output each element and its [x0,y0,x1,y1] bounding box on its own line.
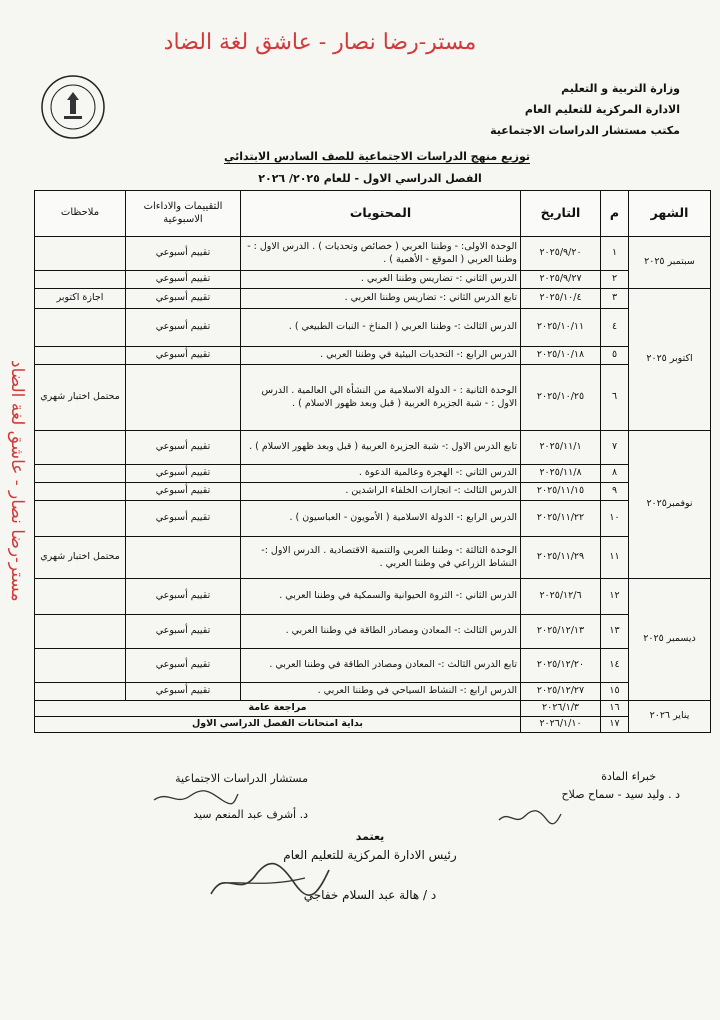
row-content: الوحدة الثانية : - الدولة الاسلامية من النشأة الي العالمية . الدرس الاول : - شبة الجزيرة العربية ( قبل وبعد ظهور الاسلام ) . [241,365,521,431]
row-num: ٣ [601,289,629,309]
row-assessment: تقييم أسبوعي [126,649,241,683]
row-assessment [126,365,241,431]
row-notes [35,347,126,365]
table-row [35,465,711,483]
row-content: الدرس الثالث :- المعادن ومصادر الطاقة في وطننا العربي . [241,615,521,649]
row-date: ٢٠٢٥/١٢/٢٧ [521,683,601,701]
month-cell: سبتمبر ٢٠٢٥ [629,237,711,289]
row-content: الوحدة الثالثة :- وطننا العربي والتنمية الاقتصادية . الدرس الاول :- النشاط الزراعي في وطننا العربي . [241,537,521,579]
row-date: ٢٠٢٥/١٠/١١ [521,309,601,347]
row-assessment: تقييم أسبوعي [126,347,241,365]
row-content: الدرس الثالث :- انجازات الخلفاء الراشدين . [241,483,521,501]
month-cell: يناير ٢٠٢٦ [629,701,711,733]
row-content: الدرس الرابع :- التحديات البيئية في وطننا العربي . [241,347,521,365]
row-notes [35,649,126,683]
row-content: تابع الدرس الثالث :- المعادن ومصادر الطاقة في وطننا العربي . [241,649,521,683]
row-date: ٢٠٢٥/١٠/٤ [521,289,601,309]
header-notes: ملاحظات [35,191,126,237]
header-assessments: التقييمات والاداءات الاسبوعية [126,191,241,237]
document-title: توزيع منهج الدراسات الاجتماعية للصف السادس الابتدائي [224,150,530,163]
row-assessment: تقييم أسبوعي [126,237,241,271]
header-month: الشهر [629,191,711,237]
row-assessment: تقييم أسبوعي [126,271,241,289]
row-date: ٢٠٢٥/١٠/١٨ [521,347,601,365]
row-notes [35,431,126,465]
watermark-text: مستر-رضا نصار - عاشق لغة الضاد [163,30,477,55]
header-num: م [601,191,629,237]
row-assessment: تقييم أسبوعي [126,431,241,465]
row-notes: محتمل اختبار شهري [35,537,126,579]
row-assessment: تقييم أسبوعي [126,289,241,309]
review-cell: مراجعة عامة [35,701,521,717]
row-notes: محتمل اختبار شهري [35,365,126,431]
row-num: ١٢ [601,579,629,615]
row-num: ١٦ [601,701,629,717]
row-num: ١٧ [601,717,629,733]
row-date: ٢٠٢٥/١١/٨ [521,465,601,483]
header-date: التاريخ [521,191,601,237]
row-num: ٥ [601,347,629,365]
table-row [35,501,711,537]
row-num: ١٣ [601,615,629,649]
row-assessment: تقييم أسبوعي [126,683,241,701]
approval-label: يعتمد [355,830,385,843]
table-row [35,237,711,271]
row-notes [35,683,126,701]
row-num: ١٥ [601,683,629,701]
row-date: ٢٠٢٥/١٢/٦ [521,579,601,615]
row-notes [35,483,126,501]
row-notes [35,615,126,649]
row-date: ٢٠٢٥/١١/٢٩ [521,537,601,579]
row-num: ١٤ [601,649,629,683]
row-date: ٢٠٢٥/١١/١٥ [521,483,601,501]
row-assessment: تقييم أسبوعي [126,615,241,649]
department-name: الادارة المركزية للتعليم العام [524,103,680,116]
row-content: الدرس ارابع :- النشاط السياحي في وطننا العربي . [241,683,521,701]
experts-signature [420,768,680,804]
table-row [35,701,711,717]
advisor-name: د. أشرف عبد المنعم سيد [193,808,308,821]
month-cell: اكتوبر ٢٠٢٥ [629,289,711,431]
row-content: الدرس الثاني :- الهجرة وعالمية الدعوة . [241,465,521,483]
row-assessment: تقييم أسبوعي [126,483,241,501]
handwritten-signature [150,788,240,808]
row-content: تابع الدرس الثاني :- تضاريس وطننا العربي . [241,289,521,309]
row-assessment: تقييم أسبوعي [126,579,241,615]
table-row [35,289,711,309]
exams-cell: بداية امتحانات الفصل الدراسي الاول [35,717,521,733]
row-date: ٢٠٢٥/٩/٢٧ [521,271,601,289]
row-assessment: تقييم أسبوعي [126,501,241,537]
handwritten-signature [495,806,565,828]
row-notes: اجازة اكتوبر [35,289,126,309]
row-assessment [126,537,241,579]
head-name: د / هالة عبد السلام خفاجي [303,888,437,902]
row-content: تابع الدرس الاول :- شبة الجزيرة العربية ( قبل وبعد ظهور الاسلام ) . [241,431,521,465]
row-date: ٢٠٢٥/١١/١ [521,431,601,465]
table-row [35,649,711,683]
watermark-side-text: مستر-رضا نصار - عاشق لغة الضاد [7,360,27,602]
row-date: ٢٠٢٥/١٠/٢٥ [521,365,601,431]
row-date: ٢٠٢٥/١٢/١٣ [521,615,601,649]
row-notes [35,237,126,271]
table-row [35,483,711,501]
row-content: الدرس الثالث :- وطننا العربي ( المناخ - النبات الطبيعي ) . [241,309,521,347]
row-assessment: تقييم أسبوعي [126,465,241,483]
table-header-row [35,191,711,237]
row-date: ٢٠٢٥/٩/٢٠ [521,237,601,271]
row-notes [35,309,126,347]
ministry-name: وزارة التربية و التعليم [561,82,680,95]
experts-names: د . وليد سيد - سماح صلاح [561,788,680,801]
header-content: المحتويات [241,191,521,237]
experts-title: خبراء المادة [601,770,656,783]
row-content: الدرس الرابع :- الدولة الاسلامية ( الأمويون - العباسيون ) . [241,501,521,537]
table-row [35,271,711,289]
row-num: ٧ [601,431,629,465]
row-num: ٢ [601,271,629,289]
table-row [35,347,711,365]
row-assessment: تقييم أسبوعي [126,309,241,347]
row-num: ١١ [601,537,629,579]
table-row [35,717,711,733]
table-row [35,579,711,615]
advisor-title: مستشار الدراسات الاجتماعية [175,772,308,785]
table-row [35,431,711,465]
month-cell: نوفمبر٢٠٢٥ [629,431,711,579]
row-notes [35,501,126,537]
month-cell: ديسمبر ٢٠٢٥ [629,579,711,701]
ministry-logo [40,74,106,140]
row-date: ٢٠٢٥/١١/٢٢ [521,501,601,537]
office-name: مكتب مستشار الدراسات الاجتماعية [490,124,680,137]
table-row [35,365,711,431]
row-num: ٩ [601,483,629,501]
row-num: ١ [601,237,629,271]
row-notes [35,271,126,289]
row-num: ٦ [601,365,629,431]
row-date: ٢٠٢٦/١/١٠ [521,717,601,733]
row-num: ٨ [601,465,629,483]
row-notes [35,579,126,615]
document-title-wrap [180,150,530,170]
handwritten-signature [205,858,335,904]
row-content: الدرس الثاني :- تضاريس وطننا العربي . [241,271,521,289]
table-row [35,683,711,701]
row-date: ٢٠٢٦/١/٣ [521,701,601,717]
row-content: الدرس الثاني :- الثروة الحيوانية والسمكية في وطننا العربي . [241,579,521,615]
row-num: ٤ [601,309,629,347]
row-date: ٢٠٢٥/١٢/٢٠ [521,649,601,683]
table-row [35,537,711,579]
row-content: الوحدة الاولى: - وطننا العربي ( خصائص وتحديات ) . الدرس الاول : - وطننا العربي ( الموقع - الأهمية ) . [241,237,521,271]
curriculum-table [34,190,711,733]
document-subtitle: الفصل الدراسي الاول - للعام ٢٠٢٥/ ٢٠٢٦ [258,172,482,185]
table-row [35,615,711,649]
table-row [35,309,711,347]
head-title: رئيس الادارة المركزية للتعليم العام [283,848,457,862]
row-num: ١٠ [601,501,629,537]
row-notes [35,465,126,483]
ministry-header [380,78,680,141]
